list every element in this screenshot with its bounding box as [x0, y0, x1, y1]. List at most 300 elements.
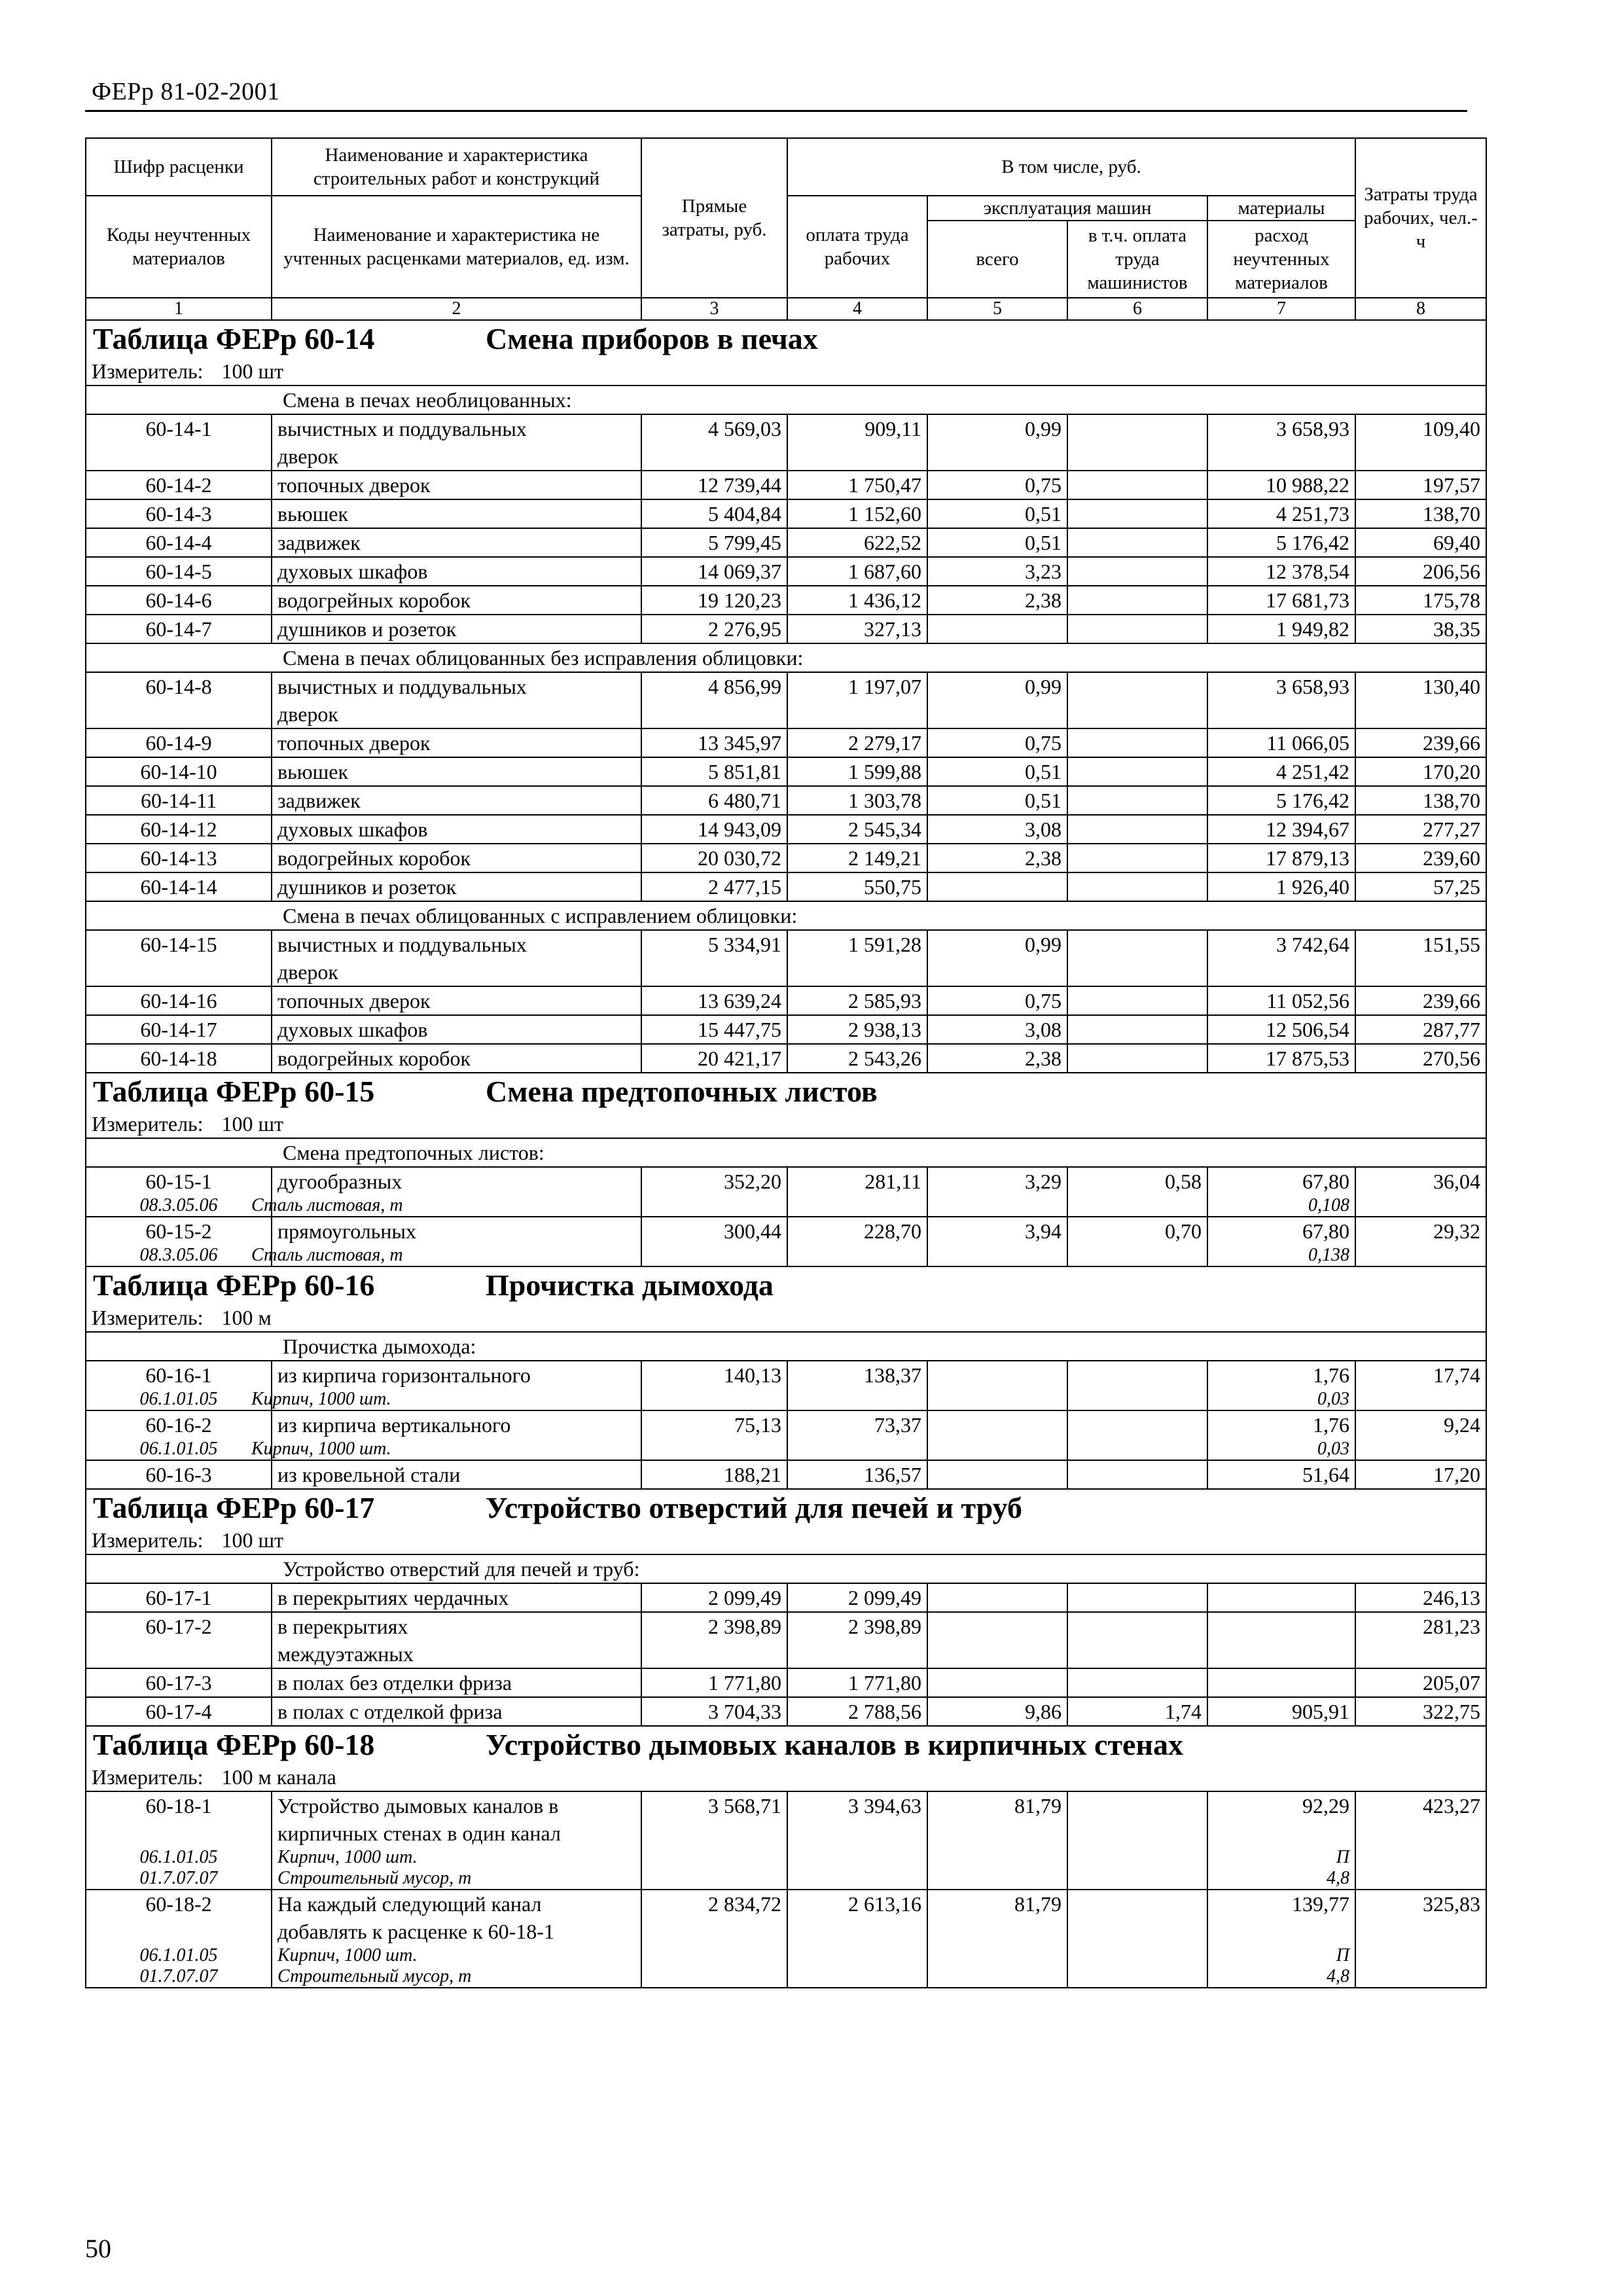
value-c5: 3,08	[927, 815, 1067, 844]
rate-code: 60-14-2	[86, 471, 272, 499]
value-c7: 12 378,54	[1207, 557, 1355, 586]
material-name: Кирпич, 1000 шт.	[277, 1945, 418, 1965]
rate-name	[272, 1697, 641, 1726]
value-c4: 1 687,60	[787, 557, 927, 586]
value-c3: 4 569,03	[641, 414, 787, 471]
value-c8: 277,27	[1355, 815, 1486, 844]
rate-name-text: вьюшек	[277, 502, 348, 526]
value-c3: 300,44	[641, 1217, 787, 1266]
value-c8: 29,32	[1355, 1217, 1486, 1266]
value-c5: 0,99	[927, 930, 1067, 986]
value-c3: 20 421,17	[641, 1044, 787, 1073]
material-qty: П	[1336, 1847, 1349, 1867]
table-row	[86, 615, 1486, 643]
rate-code: 60-14-10	[86, 757, 272, 786]
rate-code: 60-17-1	[86, 1583, 272, 1612]
value-c4: 1 436,12	[787, 586, 927, 615]
rate-code: 60-17-4	[86, 1697, 272, 1726]
value-c8: 17,74	[1355, 1361, 1486, 1410]
rate-name	[272, 1791, 641, 1890]
rate-name-text: вычистных и поддувальных	[277, 933, 527, 956]
section-row	[86, 1554, 1486, 1583]
rate-name-text: из кирпича горизонтального	[277, 1363, 531, 1387]
rate-name	[251, 1361, 641, 1410]
table-title	[86, 320, 1486, 357]
table-row	[86, 786, 1486, 815]
value-c7	[1207, 1361, 1355, 1410]
value-c6	[1067, 844, 1207, 872]
col-num: 6	[1067, 298, 1207, 320]
table-row	[86, 471, 1486, 499]
value-c3: 352,20	[641, 1167, 787, 1217]
value-c3: 13 345,97	[641, 728, 787, 757]
value-c7	[1207, 1668, 1355, 1697]
value-c5: 0,75	[927, 471, 1067, 499]
rate-name-cont: кирпичных стенах в один канал	[277, 1821, 561, 1845]
rate-code: 60-14-3	[86, 499, 272, 528]
col-num: 8	[1355, 298, 1486, 320]
table-row	[86, 844, 1486, 872]
rate-name-text: духовых шкафов	[277, 817, 428, 841]
section-row	[86, 1138, 1486, 1167]
col-num: 3	[641, 298, 787, 320]
value-c3: 15 447,75	[641, 1015, 787, 1044]
hdr-codes-nonincluded: Коды неучтенных материалов	[86, 196, 272, 298]
rate-name-text: духовых шкафов	[277, 560, 428, 583]
rate-name-text: в перекрытиях	[277, 1615, 408, 1638]
value-c6: 0,70	[1067, 1217, 1207, 1266]
table-body	[86, 320, 1486, 1988]
section-title: Прочистка дымохода:	[86, 1332, 1486, 1361]
value-c8: 69,40	[1355, 528, 1486, 557]
value-c7	[1207, 1410, 1355, 1460]
col-num: 2	[272, 298, 641, 320]
table-row	[86, 1167, 1486, 1217]
rate-code: 60-16-3	[86, 1460, 272, 1489]
rate-name	[272, 728, 641, 757]
rate-code	[86, 1361, 272, 1410]
value-c6	[1067, 1668, 1207, 1697]
value-c4: 228,70	[787, 1217, 927, 1266]
rate-code-text: 60-15-1	[145, 1170, 212, 1193]
value-c3: 6 480,71	[641, 786, 787, 815]
value-c3: 20 030,72	[641, 844, 787, 872]
col-num: 5	[927, 298, 1067, 320]
rate-name	[272, 528, 641, 557]
value-c5	[927, 1460, 1067, 1489]
unit-label: Измеритель:	[92, 1528, 204, 1552]
section-row	[86, 386, 1486, 414]
value-c3: 4 856,99	[641, 672, 787, 728]
page-number: 50	[85, 2234, 111, 2263]
table-row	[86, 930, 1486, 986]
value-c5: 3,08	[927, 1015, 1067, 1044]
rate-name-cont: добавлять к расценке к 60-18-1	[277, 1920, 554, 1943]
table-row	[86, 1460, 1486, 1489]
rate-name	[272, 615, 641, 643]
value-c7: 12 394,67	[1207, 815, 1355, 844]
value-c5: 0,51	[927, 499, 1067, 528]
rate-name	[272, 1890, 641, 1988]
value-c5: 2,38	[927, 1044, 1067, 1073]
table-row	[86, 528, 1486, 557]
rate-name-text: задвижек	[277, 789, 361, 812]
value-c3: 140,13	[641, 1361, 787, 1410]
unit-row	[86, 1110, 1486, 1138]
value-c6	[1067, 672, 1207, 728]
value-c3: 3 568,71	[641, 1791, 787, 1890]
rate-name	[272, 844, 641, 872]
value-c8: 205,07	[1355, 1668, 1486, 1697]
value-c3: 14 943,09	[641, 815, 787, 844]
rate-name	[272, 786, 641, 815]
material-price: 92,29	[1302, 1794, 1349, 1818]
value-c4: 1 599,88	[787, 757, 927, 786]
value-c7: 1 926,40	[1207, 872, 1355, 901]
rate-code	[86, 1410, 272, 1460]
rate-name	[272, 586, 641, 615]
rate-code: 60-14-6	[86, 586, 272, 615]
table-name: Прочистка дымохода	[486, 1268, 774, 1302]
value-c4: 1 303,78	[787, 786, 927, 815]
table-row	[86, 1583, 1486, 1612]
value-c7: 11 066,05	[1207, 728, 1355, 757]
value-c7: 12 506,54	[1207, 1015, 1355, 1044]
unit-label: Измеритель:	[92, 1765, 204, 1789]
value-c5: 2,38	[927, 586, 1067, 615]
value-c4: 2 613,16	[787, 1890, 927, 1988]
unit-value: 100 шт	[221, 359, 284, 383]
value-c4: 73,37	[787, 1410, 927, 1460]
table-code: Таблица ФЕРр 60-17	[93, 1491, 375, 1524]
value-c8: 17,20	[1355, 1460, 1486, 1489]
material-price: 139,77	[1292, 1892, 1349, 1916]
value-c3: 2 276,95	[641, 615, 787, 643]
hdr-total: всего	[927, 221, 1067, 298]
table-title-row	[86, 320, 1486, 357]
unit-cell	[86, 357, 1486, 386]
value-c8: 138,70	[1355, 786, 1486, 815]
rate-code-text: 60-18-1	[145, 1794, 212, 1818]
value-c8: 239,66	[1355, 986, 1486, 1015]
unit-row	[86, 1526, 1486, 1554]
material-code: 01.7.07.07	[139, 1966, 218, 1986]
table-row	[86, 1697, 1486, 1726]
value-c5: 0,51	[927, 528, 1067, 557]
hdr-incl-machinist: в т.ч. оплата труда машинистов	[1067, 221, 1207, 298]
value-c6	[1067, 930, 1207, 986]
unit-value: 100 шт	[221, 1112, 284, 1136]
rate-code-text: 60-18-2	[145, 1892, 212, 1916]
rate-code: 60-14-15	[86, 930, 272, 986]
value-c3: 3 704,33	[641, 1697, 787, 1726]
value-c5: 0,51	[927, 786, 1067, 815]
value-c6	[1067, 1015, 1207, 1044]
value-c7: 10 988,22	[1207, 471, 1355, 499]
value-c8: 239,60	[1355, 844, 1486, 872]
value-c7: 905,91	[1207, 1697, 1355, 1726]
value-c8: 197,57	[1355, 471, 1486, 499]
unit-cell	[86, 1110, 1486, 1138]
value-c3: 5 799,45	[641, 528, 787, 557]
rate-name-text: духовых шкафов	[277, 1018, 428, 1041]
rate-code	[86, 1791, 272, 1890]
value-c5: 3,94	[927, 1217, 1067, 1266]
rate-code: 60-14-16	[86, 986, 272, 1015]
value-c8: 270,56	[1355, 1044, 1486, 1073]
value-c4: 1 197,07	[787, 672, 927, 728]
value-c8: 206,56	[1355, 557, 1486, 586]
rate-name-text: душников и розеток	[277, 617, 457, 641]
rate-name-text: Устройство дымовых каналов в	[277, 1794, 559, 1818]
hdr-name: Наименование и характеристика строительных работ и конструкций	[272, 138, 641, 196]
value-c7: 3 742,64	[1207, 930, 1355, 986]
value-c3: 2 834,72	[641, 1890, 787, 1988]
value-c8: 57,25	[1355, 872, 1486, 901]
material-qty: 0,138	[1308, 1245, 1349, 1265]
value-c7	[1207, 1612, 1355, 1668]
rate-code: 60-14-12	[86, 815, 272, 844]
table-code: Таблица ФЕРр 60-18	[93, 1728, 375, 1761]
table-row	[86, 1890, 1486, 1988]
rate-code: 60-14-7	[86, 615, 272, 643]
rate-code	[86, 1217, 272, 1266]
value-c7: 3 658,93	[1207, 414, 1355, 471]
value-c4: 909,11	[787, 414, 927, 471]
rate-name-text: топочных дверок	[277, 731, 431, 755]
value-c8: 325,83	[1355, 1890, 1486, 1988]
value-c4: 622,52	[787, 528, 927, 557]
column-numbers	[86, 298, 1486, 320]
hdr-code: Шифр расценки	[86, 138, 272, 196]
rate-name	[251, 1167, 641, 1217]
rate-name	[272, 414, 641, 471]
rate-name-text: дугообразных	[277, 1170, 402, 1193]
rate-code	[86, 1167, 272, 1217]
table-title-row	[86, 1073, 1486, 1110]
rate-name	[272, 1044, 641, 1073]
value-c4: 550,75	[787, 872, 927, 901]
unit-row	[86, 1763, 1486, 1791]
running-header: ФЕРр 81-02-2001	[92, 78, 280, 105]
value-c8: 239,66	[1355, 728, 1486, 757]
table-title-row	[86, 1266, 1486, 1304]
rate-name-text: из кровельной стали	[277, 1463, 461, 1486]
rate-name	[272, 815, 641, 844]
table-code: Таблица ФЕРр 60-14	[93, 322, 375, 355]
table-title	[86, 1266, 1486, 1304]
value-c7: 1 949,82	[1207, 615, 1355, 643]
value-c7	[1207, 1791, 1355, 1890]
section-title: Смена в печах облицованных без исправления облицовки:	[86, 643, 1486, 672]
value-c4: 2 545,34	[787, 815, 927, 844]
spacer	[1213, 1918, 1349, 1945]
col-num: 7	[1207, 298, 1355, 320]
rate-name-cont: дверок	[277, 444, 338, 468]
table-title-row	[86, 1489, 1486, 1526]
material-code: 08.3.05.06	[139, 1245, 218, 1265]
table-code: Таблица ФЕРр 60-16	[93, 1268, 375, 1302]
value-c4: 1 591,28	[787, 930, 927, 986]
value-c5: 81,79	[927, 1890, 1067, 1988]
value-c7: 11 052,56	[1207, 986, 1355, 1015]
col-num: 1	[86, 298, 272, 320]
value-c6	[1067, 1612, 1207, 1668]
rate-code: 60-14-17	[86, 1015, 272, 1044]
table-title	[86, 1489, 1486, 1526]
value-c6	[1067, 1583, 1207, 1612]
value-c4: 2 099,49	[787, 1583, 927, 1612]
rate-name	[251, 1410, 641, 1460]
rate-name-text: из кирпича вертикального	[277, 1413, 511, 1437]
rates-table	[85, 137, 1487, 1988]
value-c4: 2 938,13	[787, 1015, 927, 1044]
table-title	[86, 1726, 1486, 1763]
section-row	[86, 1332, 1486, 1361]
rate-name-text: водогрейных коробок	[277, 1047, 471, 1070]
value-c6	[1067, 786, 1207, 815]
rate-name-text: На каждый следующий канал	[277, 1892, 542, 1916]
value-c7: 3 658,93	[1207, 672, 1355, 728]
value-c3: 12 739,44	[641, 471, 787, 499]
value-c3: 19 120,23	[641, 586, 787, 615]
rate-name-text: топочных дверок	[277, 473, 431, 497]
value-c4: 2 585,93	[787, 986, 927, 1015]
value-c3: 188,21	[641, 1460, 787, 1489]
rate-name-text: вьюшек	[277, 760, 348, 783]
rate-name	[272, 471, 641, 499]
section-title: Устройство отверстий для печей и труб:	[86, 1554, 1486, 1583]
value-c4: 2 543,26	[787, 1044, 927, 1073]
rate-code: 60-14-14	[86, 872, 272, 901]
material-price: 67,80	[1302, 1170, 1349, 1193]
rate-name-text: топочных дверок	[277, 989, 431, 1013]
value-c4: 3 394,63	[787, 1791, 927, 1890]
table-row	[86, 499, 1486, 528]
value-c4: 2 149,21	[787, 844, 927, 872]
material-name: Строительный мусор, т	[277, 1966, 472, 1986]
table-header	[86, 138, 1486, 320]
value-c4: 2 279,17	[787, 728, 927, 757]
rate-name-text: водогрейных коробок	[277, 588, 471, 612]
table-title-row	[86, 1726, 1486, 1763]
value-c3: 13 639,24	[641, 986, 787, 1015]
value-c6	[1067, 1890, 1207, 1988]
value-c8: 322,75	[1355, 1697, 1486, 1726]
value-c6	[1067, 557, 1207, 586]
hdr-direct-costs: Прямые затраты, руб.	[641, 138, 787, 298]
table-name: Смена предтопочных листов	[486, 1075, 878, 1108]
material-code: 06.1.01.05	[139, 1439, 218, 1459]
rate-name-text: в перекрытиях чердачных	[277, 1586, 509, 1609]
value-c7	[1207, 1583, 1355, 1612]
material-qty: 4,8	[1327, 1966, 1349, 1986]
material-price: 67,80	[1302, 1219, 1349, 1243]
material-qty: 0,03	[1317, 1389, 1349, 1409]
material-price: 1,76	[1313, 1413, 1349, 1437]
table-row	[86, 815, 1486, 844]
table-row	[86, 1668, 1486, 1697]
section-title: Смена в печах необлицованных:	[86, 386, 1486, 414]
value-c6	[1067, 499, 1207, 528]
value-c8: 138,70	[1355, 499, 1486, 528]
rate-code: 60-14-18	[86, 1044, 272, 1073]
rate-name	[272, 1668, 641, 1697]
value-c6	[1067, 986, 1207, 1015]
unit-label: Измеритель:	[92, 1306, 204, 1329]
value-c7	[1207, 1890, 1355, 1988]
material-code: 08.3.05.06	[139, 1195, 218, 1215]
value-c8: 109,40	[1355, 414, 1486, 471]
rate-code-text: 60-16-2	[145, 1413, 212, 1437]
rate-code: 60-14-13	[86, 844, 272, 872]
value-c3: 2 477,15	[641, 872, 787, 901]
value-c5: 81,79	[927, 1791, 1067, 1890]
rate-name	[272, 986, 641, 1015]
value-c7	[1207, 1217, 1355, 1266]
value-c4: 327,13	[787, 615, 927, 643]
table-row	[86, 757, 1486, 786]
value-c4: 281,11	[787, 1167, 927, 1217]
value-c6	[1067, 757, 1207, 786]
value-c4: 2 788,56	[787, 1697, 927, 1726]
value-c5	[927, 1612, 1067, 1668]
value-c4: 2 398,89	[787, 1612, 927, 1668]
rate-code: 60-14-9	[86, 728, 272, 757]
value-c4: 1 152,60	[787, 499, 927, 528]
rate-name-cont: междуэтажных	[277, 1642, 414, 1666]
material-name: Кирпич, 1000 шт.	[251, 1389, 391, 1409]
table-row	[86, 1044, 1486, 1073]
value-c7: 17 681,73	[1207, 586, 1355, 615]
value-c6	[1067, 528, 1207, 557]
value-c6	[1067, 586, 1207, 615]
value-c5	[927, 615, 1067, 643]
hdr-incl: В том числе, руб.	[787, 138, 1355, 196]
unit-cell	[86, 1526, 1486, 1554]
unit-cell	[86, 1763, 1486, 1791]
value-c7: 5 176,42	[1207, 528, 1355, 557]
rate-name	[272, 1583, 641, 1612]
material-qty: 0,108	[1308, 1195, 1349, 1215]
material-code: 01.7.07.07	[139, 1868, 218, 1888]
value-c5	[927, 1668, 1067, 1697]
table-row	[86, 1361, 1486, 1410]
rate-name	[251, 1217, 641, 1266]
material-name: Строительный мусор, т	[277, 1868, 472, 1888]
material-name: Сталь листовая, т	[251, 1245, 403, 1265]
value-c8: 281,23	[1355, 1612, 1486, 1668]
value-c6	[1067, 815, 1207, 844]
rate-code: 60-14-11	[86, 786, 272, 815]
value-c5: 0,99	[927, 672, 1067, 728]
table-row	[86, 872, 1486, 901]
hdr-machines: эксплуатация машин	[927, 196, 1207, 221]
value-c6	[1067, 414, 1207, 471]
value-c3: 2 099,49	[641, 1583, 787, 1612]
unit-label: Измеритель:	[92, 359, 204, 383]
value-c5: 2,38	[927, 844, 1067, 872]
rate-name	[272, 1015, 641, 1044]
value-c5: 0,75	[927, 728, 1067, 757]
value-c5: 3,29	[927, 1167, 1067, 1217]
rate-name	[272, 557, 641, 586]
header-rule	[85, 110, 1467, 112]
material-name: Сталь листовая, т	[251, 1195, 403, 1215]
col-num: 4	[787, 298, 927, 320]
value-c5: 0,75	[927, 986, 1067, 1015]
value-c4: 1 750,47	[787, 471, 927, 499]
